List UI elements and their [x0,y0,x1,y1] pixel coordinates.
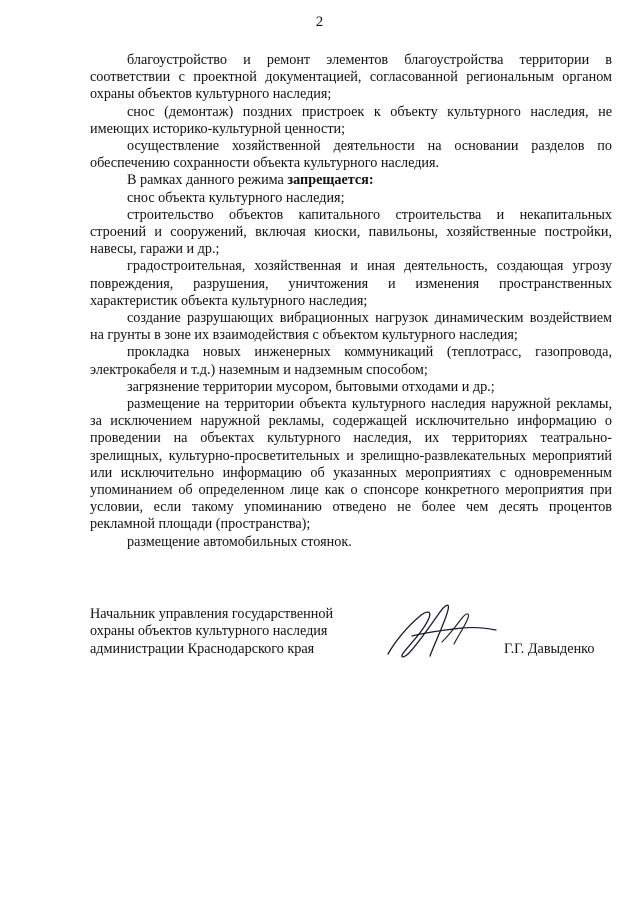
forbidden-item-threatening-activity: градостроительная, хозяйственная и иная деятельность, создающая угрозу повреждения, разрушения, уничтожения и изменения пространственных характеристик объекта культурного наследия; [90,258,612,309]
forbidden-item-vibration-loads: создание разрушающих вибрационных нагрузок динамическим воздействием на грунты в зоне их взаимодействия с объектом культурного наследия; [90,310,612,344]
paragraph-demolition-extensions: снос (демонтаж) поздних пристроек к объекту культурного наследия, не имеющих историко-культурной ценности; [90,103,612,137]
document-body [90,52,612,551]
signatory-title-line: Начальник управления государственной [90,606,334,622]
forbidden-intro-lead: В рамках данного режима [127,172,288,189]
signatory-title-line: охраны объектов культурного наследия [90,623,328,640]
signatory-title [90,606,390,658]
forbidden-item-demolition: снос объекта культурного наследия; [127,189,345,206]
forbidden-intro-emphasis: запрещается: [287,172,374,189]
page-number: 2 [315,14,324,30]
forbidden-intro [90,172,612,189]
forbidden-item-advertising: размещение на территории объекта культурного наследия наружной рекламы, за исключением наружной рекламы, содержащей исключительно информацию о проведении на объектах культурного наследия, их территориях театрально-зрелищных, культурно-просветительных и зрелищно-развлекательных мероприятий или исключительно информацию об указанных мероприятиях с одновременным упоминанием об определенном лице как о спонсоре конкретного мероприятия при условии, если такому упоминанию отведено не более чем десять процентов рекламной площади (пространства); [90,396,612,533]
signatory-title-line: администрации Краснодарского края [90,640,315,657]
forbidden-item-utilities: прокладка новых инженерных коммуникаций (теплотрасс, газопровода, электрокабеля и т.д.) наземным и надземным способом; [90,344,612,378]
signatory-name: Г.Г. Давыденко [504,641,595,657]
handwritten-signature [382,596,500,666]
forbidden-item-construction: строительство объектов капитального строительства и некапитальных строений и сооружений, включая киоски, павильоны, хозяйственные постройки, навесы, гаражи и др.; [90,206,612,258]
forbidden-item-parking: размещение автомобильных стоянок. [127,533,352,550]
forbidden-item-pollution: загрязнение территории мусором, бытовыми отходами и др.; [127,378,495,395]
paragraph-improvement: благоустройство и ремонт элементов благоустройства территории в соответствии с проектной документацией, согласованной региональным органом охраны объектов культурного наследия; [90,52,612,103]
paragraph-economic-activity: осуществление хозяйственной деятельности на основании разделов по обеспечению сохранности объекта культурного наследия. [90,138,612,172]
